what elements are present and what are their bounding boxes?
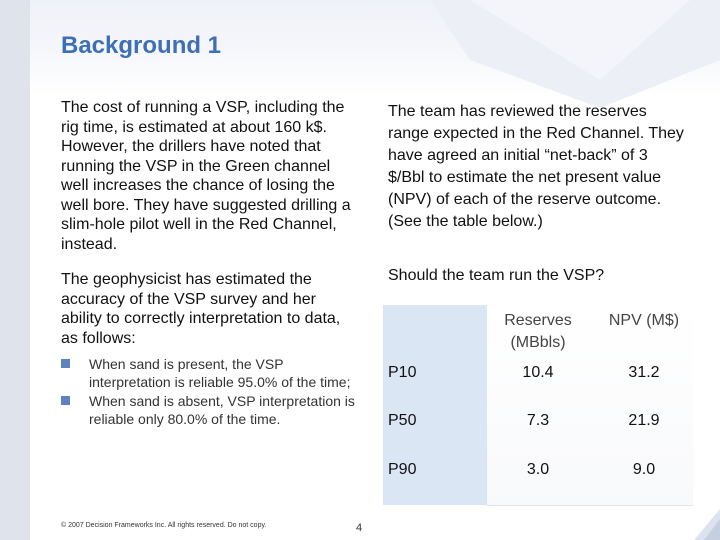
- square-bullet-icon: [61, 359, 70, 368]
- table-header-npv: NPV (M$): [608, 312, 680, 329]
- square-bullet-icon: [61, 396, 70, 405]
- bullet-item: [61, 392, 361, 428]
- bullet-list: [61, 355, 361, 429]
- table-cell-npv: 31.2: [628, 364, 660, 381]
- table-cell-reserves: 7.3: [526, 412, 550, 429]
- corner-logo-icon: [690, 505, 720, 540]
- bullet-item: [61, 355, 361, 391]
- table-cell-npv: 21.9: [628, 412, 660, 429]
- left-paragraph-1: The cost of running a VSP, including the rig time, is estimated at about 160 k$. However, the drillers have noted that running the VSP in the Green channel well increases the chance of losing the well bore. They have suggested drilling a slim-hole pilot well in the Red Channel, instead.: [61, 99, 351, 253]
- left-paragraph-2: The geophysicist has estimated the accuracy of the VSP survey and her ability to correctly interpretation to data, as follows:: [61, 271, 341, 347]
- table-cell-reserves: 10.4: [522, 364, 554, 381]
- table-cell-npv: 9.0: [632, 461, 656, 478]
- table-row-label: P50: [388, 412, 417, 429]
- table-cell-reserves: 3.0: [526, 461, 550, 478]
- bullet-text: When sand is absent, VSP interpretation is reliable only 80.0% of the time.: [89, 393, 355, 427]
- table-row-label: P90: [388, 461, 417, 478]
- right-paragraph-1: The team has reviewed the reserves range expected in the Red Channel. They have agreed an initial “net-back” of 3 $/Bbl to estimate the net present value (NPV) of each of the reserve outcome. (See the table below.): [388, 103, 684, 230]
- table-row-label: P10: [388, 364, 417, 381]
- bullet-text: When sand is present, the VSP interpretation is reliable 95.0% of the time;: [89, 356, 351, 390]
- table-header-reserves: Reserves (MBbls): [504, 312, 572, 351]
- question-text: Should the team run the VSP?: [388, 267, 605, 284]
- slide-title: Background 1: [61, 32, 222, 59]
- copyright-footer: © 2007 Decision Frameworks Inc. All rights reserved. Do not copy.: [61, 522, 267, 529]
- page-number: 4: [356, 522, 363, 534]
